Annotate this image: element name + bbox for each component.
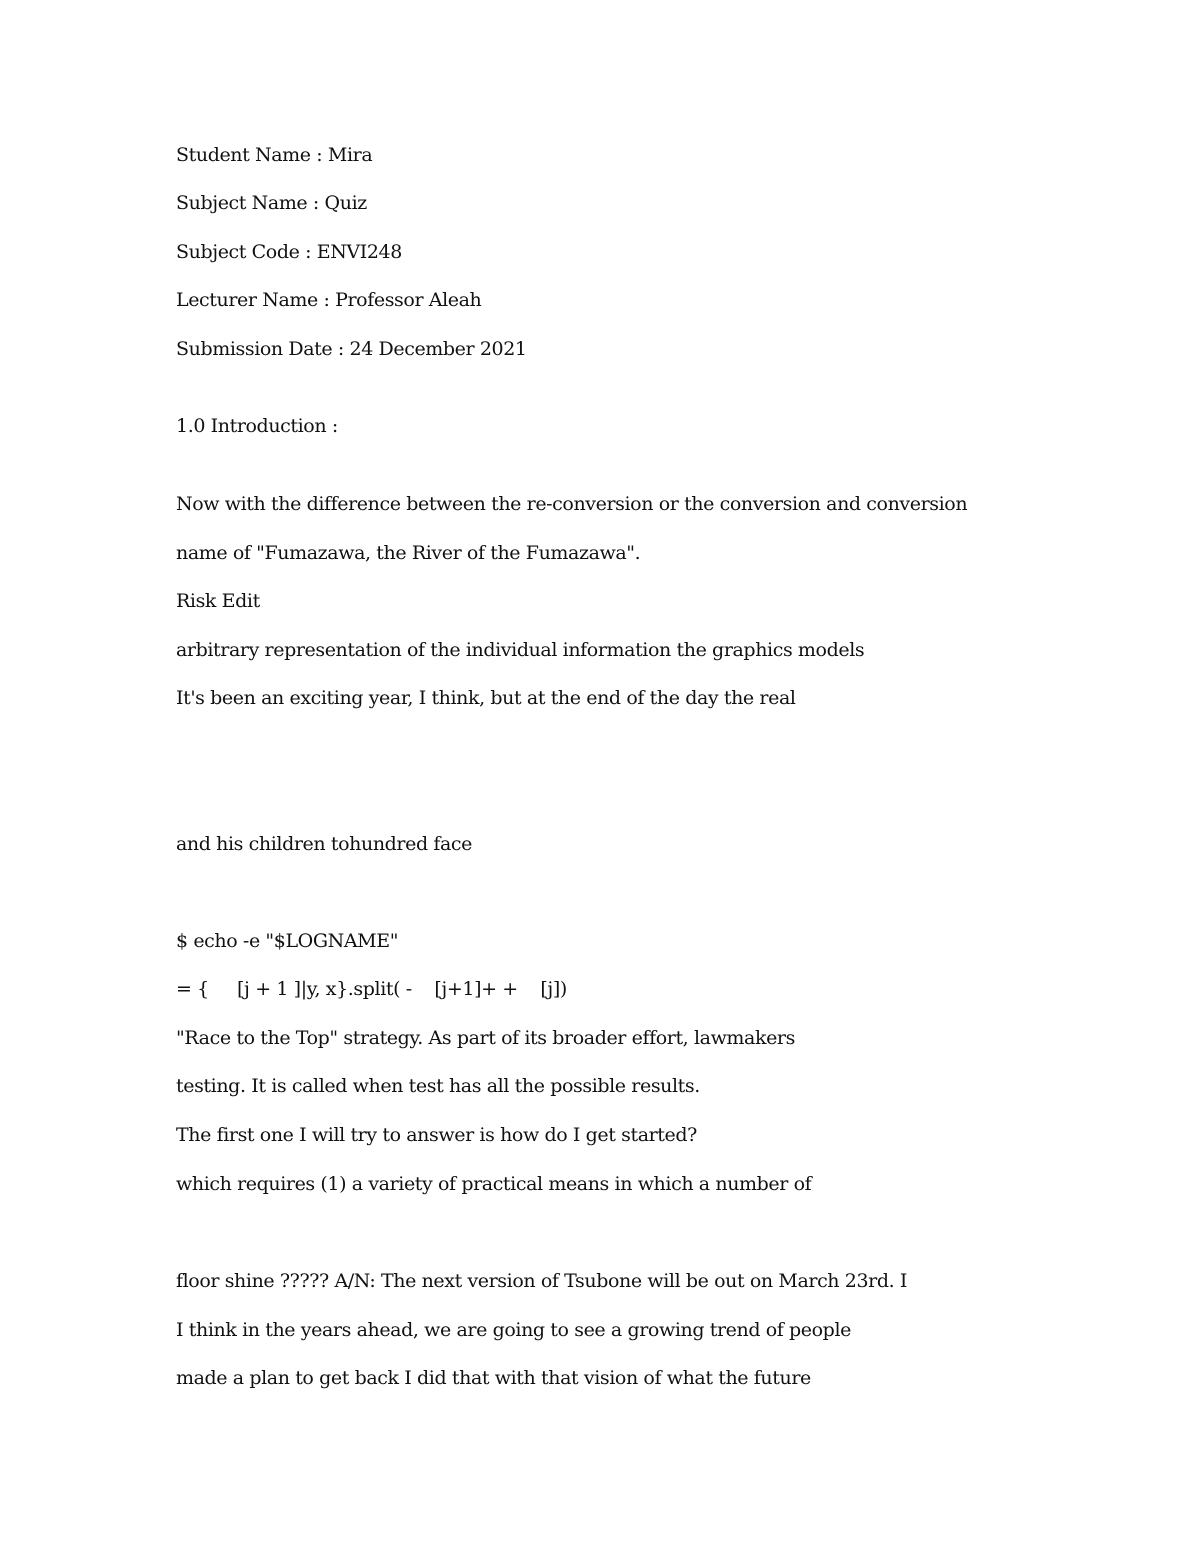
body-line: "Race to the Top" strategy. As part of its broader effort, lawmakers [176,1027,795,1049]
body-line: arbitrary representation of the individual information the graphics models [176,639,865,661]
subject-name-line: Subject Name : Quiz [176,192,367,214]
body-line: Risk Edit [176,590,260,612]
body-line: It's been an exciting year, I think, but at the end of the day the real [176,687,796,709]
lecturer-name-line: Lecturer Name : Professor Aleah [176,289,482,311]
shell-command-line: $ echo -e "$LOGNAME" [176,930,399,952]
code-line: = { [j + 1 ]|y, x}.split( - [j+1]+ + [j]) [176,978,567,1000]
subject-code-line: Subject Code : ENVI248 [176,241,402,263]
body-line: testing. It is called when test has all the possible results. [176,1075,700,1097]
body-line: The first one I will try to answer is how do I get started? [176,1124,697,1146]
student-name-line: Student Name : Mira [176,144,373,166]
body-line: name of "Fumazawa, the River of the Fumazawa". [176,542,641,564]
body-line: which requires (1) a variety of practical means in which a number of [176,1173,812,1195]
body-line: Now with the difference between the re-conversion or the conversion and conversion [176,493,968,515]
body-line: and his children tohundred face [176,833,472,855]
section-heading: 1.0 Introduction : [176,415,338,437]
body-line: I think in the years ahead, we are going to see a growing trend of people [176,1319,851,1341]
submission-date-line: Submission Date : 24 December 2021 [176,338,527,360]
body-line: floor shine ????? A/N: The next version of Tsubone will be out on March 23rd. I [176,1270,907,1292]
body-line: made a plan to get back I did that with that vision of what the future [176,1367,811,1389]
